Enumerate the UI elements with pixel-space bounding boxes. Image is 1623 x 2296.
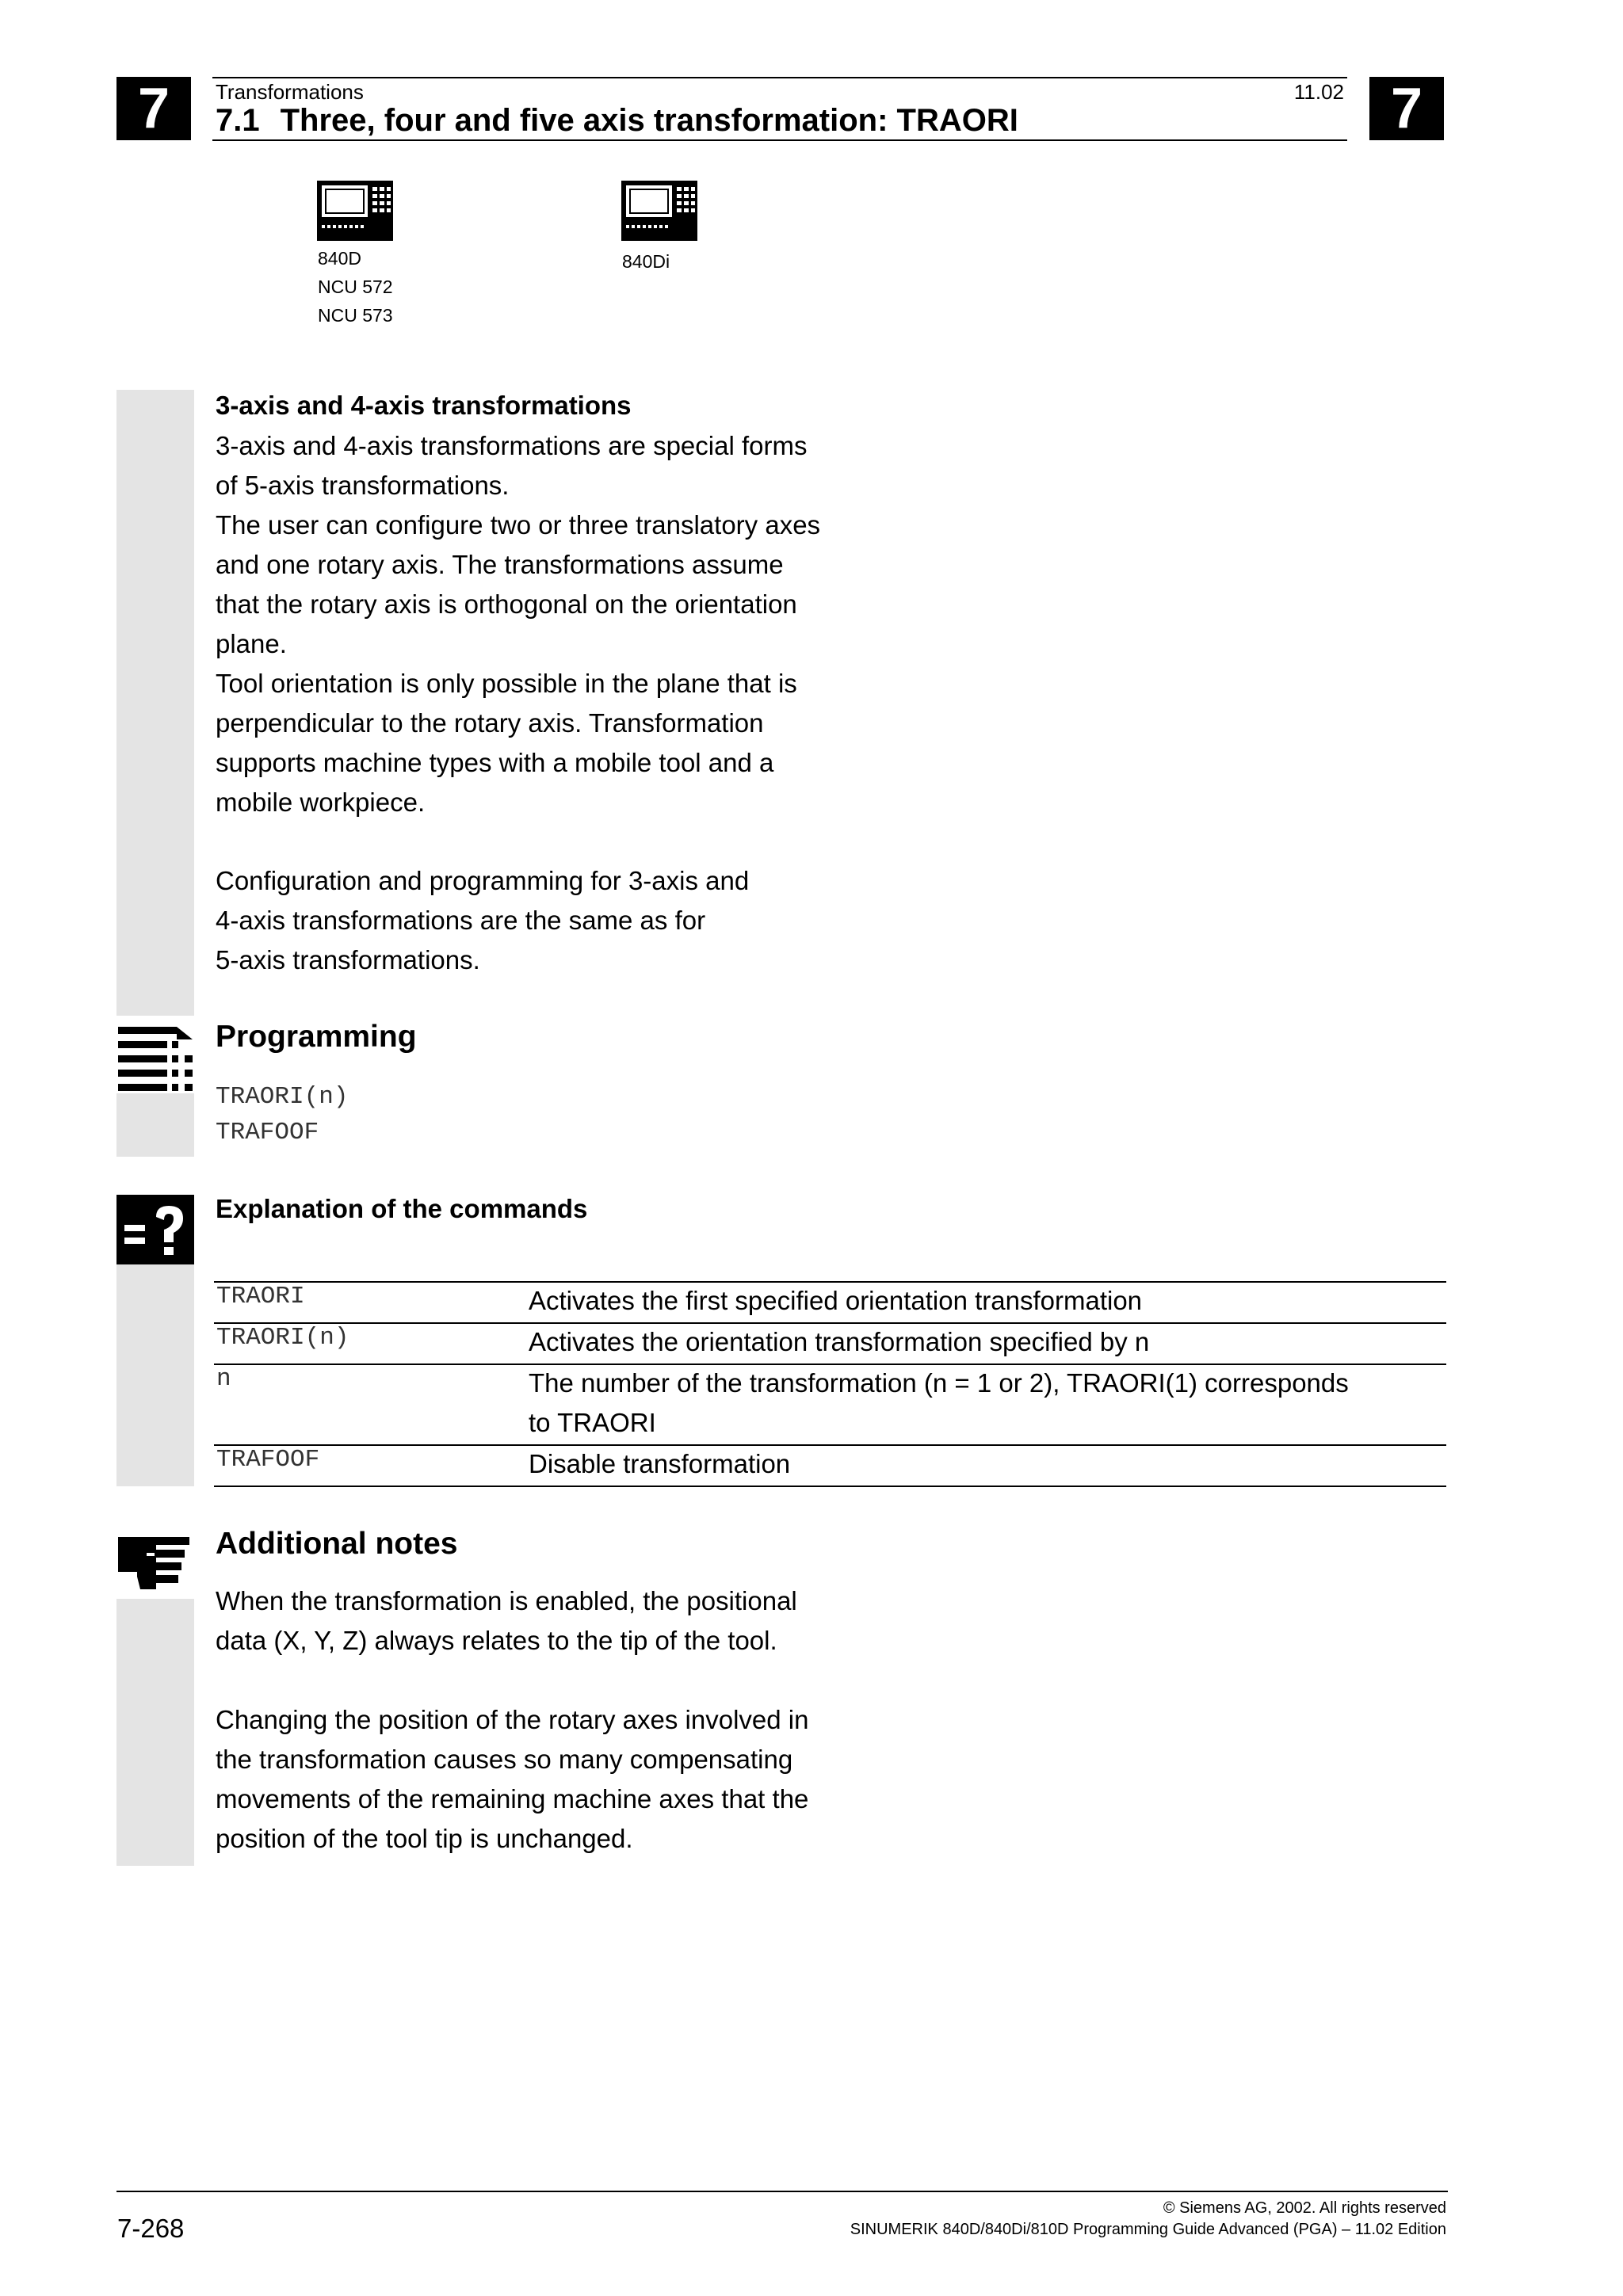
explanation-icon: [116, 1195, 194, 1264]
table-rule: [214, 1486, 1446, 1487]
intro-paragraph-2: [216, 861, 749, 980]
programming-heading: Programming: [216, 1020, 417, 1054]
control-label: 840Di: [622, 251, 670, 272]
text-line: Configuration and programming for 3-axis and: [216, 866, 750, 895]
text-line: the transformation causes so many compensating: [216, 1745, 793, 1774]
text-line: When the transformation is enabled, the positional: [216, 1586, 797, 1615]
control-labels-840d: [318, 244, 393, 330]
text-line: plane.: [216, 629, 287, 658]
text-line: data (X, Y, Z) always relates to the tip of the tool.: [216, 1626, 777, 1655]
footer-copyright: © Siemens AG, 2002. All rights reserved: [1163, 2199, 1446, 2217]
programming-icon: [116, 1024, 194, 1093]
code-line: TRAFOOF: [216, 1119, 319, 1146]
command-cell: TRAORI: [216, 1283, 305, 1310]
control-label: 840D: [318, 248, 361, 269]
text-line: and one rotary axis. The transformations assume: [216, 550, 784, 579]
footer-guide-title: SINUMERIK 840D/840Di/810D Programming Guide Advanced (PGA) – 11.02 Edition: [850, 2221, 1446, 2238]
command-cell: n: [216, 1365, 231, 1393]
page-number: 7-268: [117, 2214, 185, 2243]
text-line: movements of the remaining machine axes that the: [216, 1784, 809, 1814]
header-rule-bottom: [212, 139, 1347, 141]
header-edition: 11.02: [1293, 80, 1344, 104]
description-cell: [529, 1363, 1349, 1443]
pointing-hand-icon: [116, 1529, 194, 1599]
text-line: 4-axis transformations are the same as for: [216, 906, 706, 935]
description-cell: Activates the first specified orientation transformation: [529, 1286, 1143, 1315]
text-line: The user can configure two or three translatory axes: [216, 510, 821, 540]
description-line: The number of the transformation (n = 1 or 2), TRAORI(1) corresponds: [529, 1368, 1349, 1398]
text-line: Tool orientation is only possible in the plane that is: [216, 669, 797, 698]
control-label: NCU 572: [318, 277, 393, 297]
intro-paragraph: [216, 426, 820, 822]
code-line: TRAORI(n): [216, 1083, 349, 1111]
section-number: 7.1: [216, 103, 260, 138]
text-line: perpendicular to the rotary axis. Transformation: [216, 708, 764, 738]
text-line: position of the tool tip is unchanged.: [216, 1824, 633, 1853]
command-cell: TRAFOOF: [216, 1446, 320, 1474]
text-line: of 5-axis transformations.: [216, 471, 510, 500]
description-cell: Activates the orientation transformation specified by n: [529, 1327, 1150, 1356]
text-line: 5-axis transformations.: [216, 945, 480, 974]
section-title: [216, 103, 1018, 139]
text-line: supports machine types with a mobile tool and a: [216, 748, 774, 777]
intro-heading: 3-axis and 4-axis transformations: [216, 391, 632, 420]
text-line: Changing the position of the rotary axes involved in: [216, 1705, 809, 1734]
control-labels-840di: [622, 247, 670, 276]
table-rule: [214, 1444, 1446, 1446]
chapter-number-box-right: 7: [1369, 77, 1444, 140]
sidebar-bar-intro: [116, 390, 194, 1016]
chapter-number-box-left: 7: [116, 77, 191, 140]
header-chapter-name: Transformations: [216, 80, 364, 104]
control-panel-icon: [317, 181, 393, 241]
footer-rule: [116, 2191, 1448, 2192]
control-panel-icon: [621, 181, 697, 241]
header-rule-top: [212, 77, 1347, 78]
text-line: 3-axis and 4-axis transformations are special forms: [216, 431, 808, 460]
section-title-text: Three, four and five axis transformation: TRAORI: [280, 103, 1018, 138]
explanation-heading: Explanation of the commands: [216, 1194, 588, 1223]
control-label: NCU 573: [318, 305, 393, 326]
command-cell: TRAORI(n): [216, 1324, 349, 1352]
notes-paragraph-2: [216, 1700, 808, 1859]
notes-paragraph: [216, 1581, 797, 1661]
description-line: to TRAORI: [529, 1408, 656, 1437]
text-line: that the rotary axis is orthogonal on the orientation: [216, 589, 797, 619]
notes-heading: Additional notes: [216, 1527, 458, 1561]
text-line: mobile workpiece.: [216, 788, 426, 817]
description-cell: Disable transformation: [529, 1449, 791, 1478]
